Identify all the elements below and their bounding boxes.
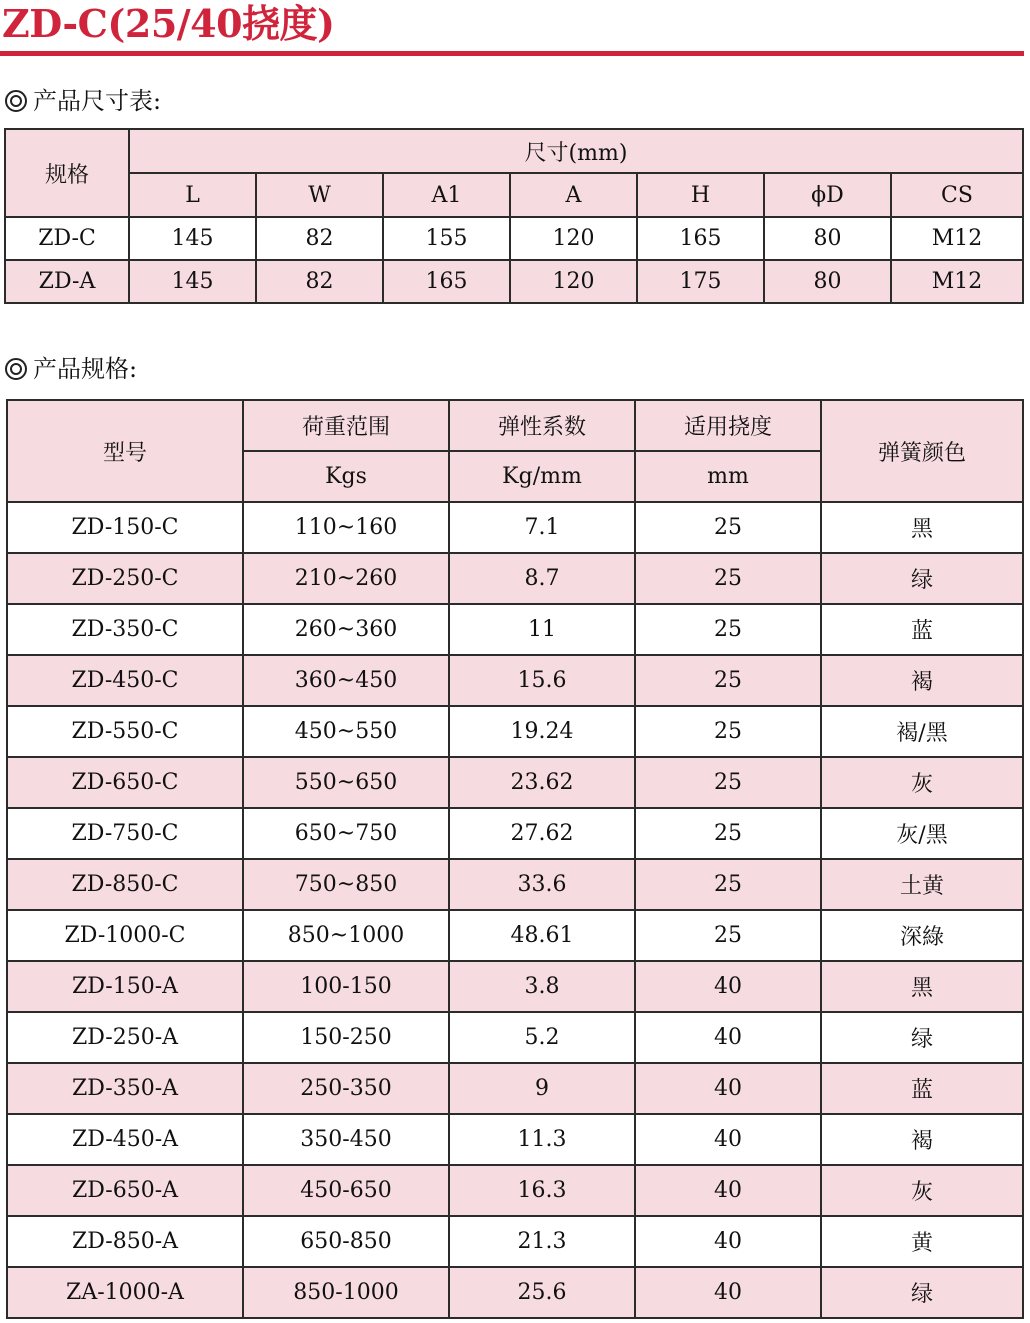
spec-heading-text: 产品规格: <box>33 355 138 383</box>
deflection-cell: 25 <box>635 553 821 604</box>
deflection-cell: 40 <box>635 1267 821 1318</box>
dimension-column-header: CS <box>891 173 1023 217</box>
dimension-column-header: W <box>256 173 383 217</box>
rate-cell: 7.1 <box>449 502 635 553</box>
color-cell: 深綠 <box>821 910 1023 961</box>
table-row <box>7 961 1023 1012</box>
deflection-cell: 40 <box>635 1012 821 1063</box>
page-title: ZD-C(25/40挠度) <box>2 1 335 46</box>
dimension-heading-text: 产品尺寸表: <box>33 87 162 115</box>
table-row <box>7 859 1023 910</box>
load-header: 荷重范围 <box>243 400 449 451</box>
deflection-cell: 25 <box>635 859 821 910</box>
model-cell: ZD-250-A <box>7 1012 243 1063</box>
rate-cell: 3.8 <box>449 961 635 1012</box>
size-header: 尺寸(mm) <box>129 129 1023 173</box>
table-row <box>7 1063 1023 1114</box>
model-cell: ZD-A <box>5 260 129 303</box>
load-cell: 450-650 <box>243 1165 449 1216</box>
table-row <box>7 706 1023 757</box>
dimension-column-header: A <box>510 173 637 217</box>
rate-cell: 25.6 <box>449 1267 635 1318</box>
rate-cell: 9 <box>449 1063 635 1114</box>
color-cell: 黑 <box>821 502 1023 553</box>
spec-table <box>6 399 1024 1319</box>
color-cell: 褐/黑 <box>821 706 1023 757</box>
color-cell: 褐 <box>821 1114 1023 1165</box>
double-circle-bullet-icon <box>5 90 27 112</box>
color-header: 弹簧颜色 <box>821 400 1023 502</box>
rate-cell: 16.3 <box>449 1165 635 1216</box>
rate-cell: 23.62 <box>449 757 635 808</box>
color-cell: 绿 <box>821 1012 1023 1063</box>
table-row <box>7 910 1023 961</box>
model-cell: ZD-750-C <box>7 808 243 859</box>
load-cell: 450~550 <box>243 706 449 757</box>
color-cell: 蓝 <box>821 1063 1023 1114</box>
color-cell: 土黄 <box>821 859 1023 910</box>
model-cell: ZD-350-A <box>7 1063 243 1114</box>
load-cell: 650~750 <box>243 808 449 859</box>
load-cell: 260~360 <box>243 604 449 655</box>
dimension-table <box>4 128 1024 304</box>
dimension-cell: 120 <box>510 260 637 303</box>
deflection-unit: mm <box>635 451 821 502</box>
deflection-cell: 25 <box>635 808 821 859</box>
rate-header: 弹性系数 <box>449 400 635 451</box>
deflection-cell: 40 <box>635 961 821 1012</box>
dimension-column-header: ϕD <box>764 173 891 217</box>
spec-section-heading <box>5 352 137 386</box>
rate-cell: 21.3 <box>449 1216 635 1267</box>
rate-cell: 11 <box>449 604 635 655</box>
model-header: 型号 <box>7 400 243 502</box>
load-cell: 110~160 <box>243 502 449 553</box>
model-cell: ZD-850-C <box>7 859 243 910</box>
deflection-cell: 25 <box>635 655 821 706</box>
model-cell: ZD-C <box>5 217 129 260</box>
load-cell: 350-450 <box>243 1114 449 1165</box>
rate-cell: 27.62 <box>449 808 635 859</box>
rate-cell: 33.6 <box>449 859 635 910</box>
color-cell: 灰 <box>821 1165 1023 1216</box>
rate-unit: Kg/mm <box>449 451 635 502</box>
load-cell: 850-1000 <box>243 1267 449 1318</box>
deflection-cell: 25 <box>635 604 821 655</box>
color-cell: 蓝 <box>821 604 1023 655</box>
dimension-cell: 145 <box>129 260 256 303</box>
table-row <box>7 1216 1023 1267</box>
dimension-cell: 165 <box>637 217 764 260</box>
color-cell: 褐 <box>821 655 1023 706</box>
table-row <box>7 604 1023 655</box>
rate-cell: 15.6 <box>449 655 635 706</box>
color-cell: 黑 <box>821 961 1023 1012</box>
dimension-cell: 155 <box>383 217 510 260</box>
dimension-column-header: L <box>129 173 256 217</box>
dimension-cell: 82 <box>256 260 383 303</box>
model-cell: ZD-450-C <box>7 655 243 706</box>
dimension-cell: M12 <box>891 260 1023 303</box>
load-cell: 210~260 <box>243 553 449 604</box>
table-row <box>7 808 1023 859</box>
rate-cell: 48.61 <box>449 910 635 961</box>
deflection-cell: 25 <box>635 757 821 808</box>
color-cell: 绿 <box>821 553 1023 604</box>
table-row <box>7 1267 1023 1318</box>
model-cell: ZD-850-A <box>7 1216 243 1267</box>
double-circle-bullet-icon <box>5 358 27 380</box>
table-row <box>7 1012 1023 1063</box>
load-cell: 650-850 <box>243 1216 449 1267</box>
model-cell: ZD-350-C <box>7 604 243 655</box>
load-cell: 750~850 <box>243 859 449 910</box>
rate-cell: 5.2 <box>449 1012 635 1063</box>
deflection-cell: 25 <box>635 502 821 553</box>
dimension-cell: M12 <box>891 217 1023 260</box>
load-cell: 100-150 <box>243 961 449 1012</box>
table-row <box>5 217 1023 260</box>
table-row <box>7 757 1023 808</box>
table-row <box>5 260 1023 303</box>
rate-cell: 11.3 <box>449 1114 635 1165</box>
dimension-cell: 175 <box>637 260 764 303</box>
model-cell: ZD-650-A <box>7 1165 243 1216</box>
dimension-cell: 80 <box>764 217 891 260</box>
load-unit: Kgs <box>243 451 449 502</box>
dimension-section-heading <box>5 84 161 118</box>
model-cell: ZD-650-C <box>7 757 243 808</box>
load-cell: 850~1000 <box>243 910 449 961</box>
rate-cell: 19.24 <box>449 706 635 757</box>
table-row <box>7 1165 1023 1216</box>
dimension-column-header: A1 <box>383 173 510 217</box>
deflection-cell: 40 <box>635 1216 821 1267</box>
model-cell: ZD-150-C <box>7 502 243 553</box>
model-cell: ZD-150-A <box>7 961 243 1012</box>
model-cell: ZD-1000-C <box>7 910 243 961</box>
title-underline <box>0 51 1024 56</box>
color-cell: 灰 <box>821 757 1023 808</box>
table-row <box>7 502 1023 553</box>
deflection-cell: 40 <box>635 1063 821 1114</box>
deflection-header: 适用挠度 <box>635 400 821 451</box>
dimension-column-header: H <box>637 173 764 217</box>
table-row <box>7 655 1023 706</box>
deflection-cell: 40 <box>635 1165 821 1216</box>
model-cell: ZD-550-C <box>7 706 243 757</box>
rate-cell: 8.7 <box>449 553 635 604</box>
table-row <box>7 1114 1023 1165</box>
color-cell: 黄 <box>821 1216 1023 1267</box>
deflection-cell: 40 <box>635 1114 821 1165</box>
color-cell: 灰/黑 <box>821 808 1023 859</box>
color-cell: 绿 <box>821 1267 1023 1318</box>
spec-header: 规格 <box>5 129 129 217</box>
dimension-cell: 120 <box>510 217 637 260</box>
dimension-cell: 165 <box>383 260 510 303</box>
model-cell: ZD-250-C <box>7 553 243 604</box>
deflection-cell: 25 <box>635 910 821 961</box>
dimension-cell: 80 <box>764 260 891 303</box>
table-row <box>7 553 1023 604</box>
load-cell: 150-250 <box>243 1012 449 1063</box>
deflection-cell: 25 <box>635 706 821 757</box>
load-cell: 550~650 <box>243 757 449 808</box>
dimension-cell: 145 <box>129 217 256 260</box>
model-cell: ZA-1000-A <box>7 1267 243 1318</box>
dimension-cell: 82 <box>256 217 383 260</box>
load-cell: 250-350 <box>243 1063 449 1114</box>
model-cell: ZD-450-A <box>7 1114 243 1165</box>
load-cell: 360~450 <box>243 655 449 706</box>
